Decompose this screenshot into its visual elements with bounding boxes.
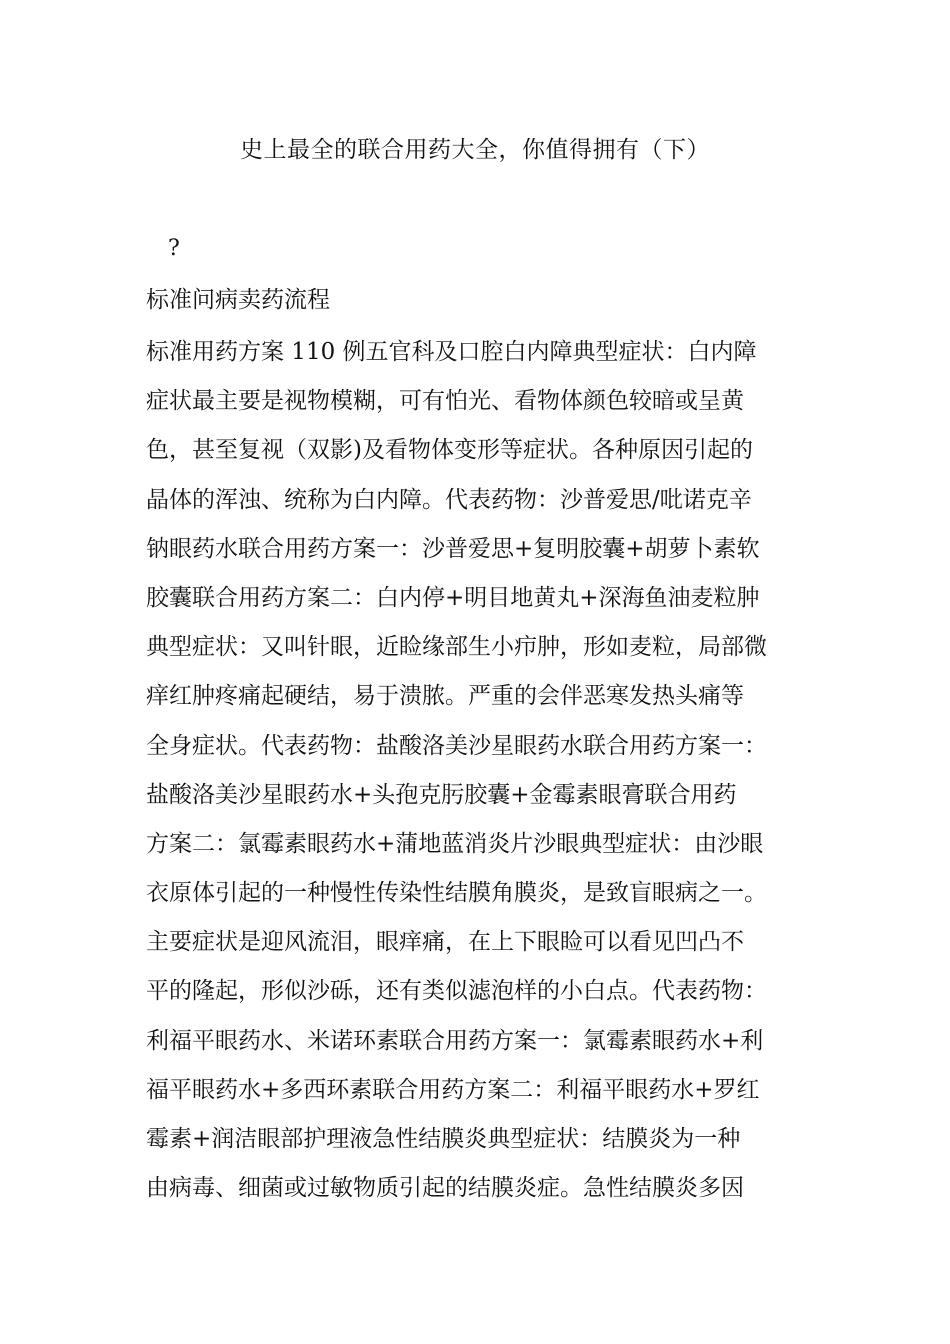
- body-line: 胶囊联合用药方案二：白内停+明目地黄丸+深海鱼油麦粒肿: [146, 584, 760, 611]
- body-line: 利福平眼药水、米诺环素联合用药方案一：氯霉素眼药水+利: [146, 1027, 764, 1054]
- body-line: 钠眼药水联合用药方案一：沙普爱思+复明胶囊+胡萝卜素软: [146, 535, 760, 562]
- body-line: 由病毒、细菌或过敏物质引起的结膜炎症。急性结膜炎多因: [146, 1175, 744, 1202]
- body-line: 典型症状：又叫针眼，近睑缘部生小疖肿，形如麦粒，局部微: [146, 634, 767, 661]
- document-title: 史上最全的联合用药大全，你值得拥有（下）: [240, 137, 710, 163]
- body-line: 晶体的浑浊、统称为白内障。代表药物：沙普爱思/吡诺克辛: [146, 486, 752, 513]
- body-line: 色，甚至复视（双影)及看物体变形等症状。各种原因引起的: [146, 437, 753, 464]
- body-line: 标准用药方案 110 例五官科及口腔白内障典型症状：白内障: [146, 339, 757, 365]
- body-line: 方案二：氯霉素眼药水+蒲地蓝消炎片沙眼典型症状：由沙眼: [146, 830, 764, 857]
- body-line: 痒红肿疼痛起硬结，易于溃脓。严重的会伴恶寒发热头痛等: [146, 683, 744, 710]
- body-line: 福平眼药水+多西环素联合用药方案二：利福平眼药水+罗红: [146, 1076, 760, 1103]
- body-line: 症状最主要是视物模糊，可有怕光、看物体颜色较暗或呈黄: [146, 388, 744, 415]
- body-text: [146, 334, 846, 1219]
- body-line: 盐酸洛美沙星眼药水+头孢克肟胶囊+金霉素眼膏联合用药: [146, 781, 737, 808]
- section-heading: 标准问病卖药流程: [146, 287, 330, 313]
- body-line: 平的隆起，形似沙砾，还有类似滤泡样的小白点。代表药物：: [146, 978, 767, 1005]
- body-line: 主要症状是迎风流泪，眼痒痛，在上下眼睑可以看见凹凸不: [146, 929, 744, 956]
- body-line: 霉素+润洁眼部护理液急性结膜炎典型症状：结膜炎为一种: [146, 1126, 741, 1152]
- body-line: 全身症状。代表药物：盐酸洛美沙星眼药水联合用药方案一：: [146, 732, 767, 759]
- body-line: 衣原体引起的一种慢性传染性结膜角膜炎，是致盲眼病之一。: [146, 880, 767, 907]
- question-mark: ?: [168, 236, 180, 261]
